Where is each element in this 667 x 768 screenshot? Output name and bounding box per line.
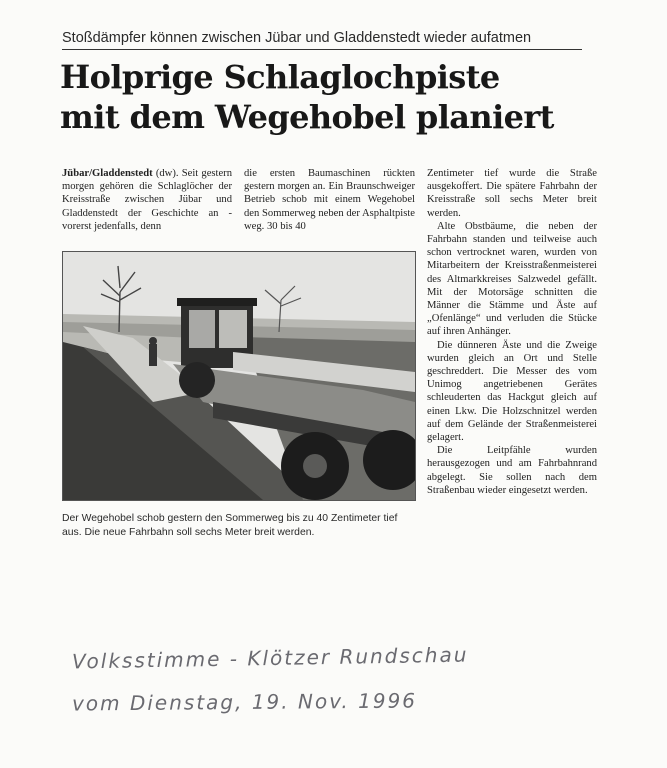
- column-3-paragraph-1: Zentimeter tief wurde die Straße ausgekoffert. Die spätere Fahrbahn der Kreisstraße soll sechs Meter breit werden.: [427, 168, 597, 219]
- dateline: Jübar/Gladdenstedt: [62, 168, 153, 179]
- author-tag: (dw).: [152, 168, 182, 179]
- column-3-paragraph-4: Die Leitpfähle wurden herausgezogen und am Fahrbahnrand abgelegt. Sie sollen nach dem Straßenbau wieder eingesetzt werden.: [427, 445, 597, 496]
- article-column-1: [62, 167, 232, 233]
- column-2-text: die ersten Baumaschinen rückten gestern morgen an. Ein Braunschweiger Betrieb schob mit einem Wegehobel den Sommerweg neben der Asphaltpiste weg. 30 bis 40: [244, 168, 415, 232]
- worker: [149, 344, 157, 366]
- headline-line-2: mit dem Wegehobel planiert: [60, 98, 554, 136]
- road-grader-photo: [62, 251, 416, 501]
- photo-caption: Der Wegehobel schob gestern den Sommerweg bis zu 40 Zentimeter tief aus. Die neue Fahrbahn soll sechs Meter breit werden.: [62, 513, 398, 538]
- column-3-paragraph-3: Die dünneren Äste und die Zweige wurden gleich an Ort und Stelle geschreddert. Die Messer des vom Unimog angetriebenen Gerätes schleuderten das Hackgut gleich auf einen Lkw. Die Holzschnitzel werden auf dem Gelände der Straßenmeisterei gelagert.: [427, 339, 597, 444]
- column-3-paragraph-2: Alte Obstbäume, die neben der Fahrbahn standen und teilweise auch schon vertrocknet waren, wurden von Mitarbeitern der Kreisstraßenmeisterei des Altmarkkreises Salzwedel gefällt. Mit der Motorsäge schnitten die Männer die Stämme und Äste auf „Ofenlänge“ und verluden die Stücke auf ihren Anhänger.: [427, 220, 597, 338]
- headline-line-1: Holprige Schlaglochpiste: [60, 58, 500, 96]
- headline: [60, 57, 620, 137]
- kicker-line: Stoßdämpfer können zwischen Jübar und Gladdenstedt wieder aufatmen: [62, 30, 582, 50]
- handwritten-source-note: Volksstimme - Klötzer Rundschau: [71, 642, 469, 674]
- handwritten-date-note: vom Dienstag, 19. Nov. 1996: [71, 688, 418, 716]
- article-column-3: [427, 167, 597, 497]
- column-1-text: Seit gestern morgen gehören die Schlaglöcher der Kreisstraße zwischen Jübar und Gladdenstedt der Geschichte an - vorerst jedenfalls, denn: [62, 168, 232, 232]
- article-column-2: [244, 167, 415, 233]
